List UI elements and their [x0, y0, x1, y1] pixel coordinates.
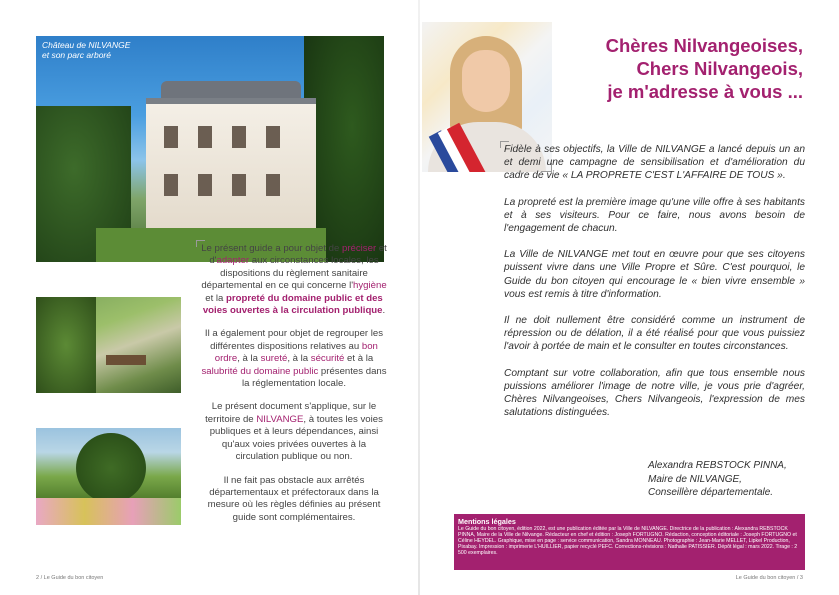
- intro-paragraph: [200, 401, 388, 463]
- intro-paragraph: [200, 328, 388, 390]
- right-page: [420, 0, 839, 595]
- intro-text-run: .: [382, 305, 386, 317]
- letter-paragraph: Il ne doit nullement être considéré comme un instrument de répression ou de délation, il a été réalisé pour que vous puissiez l'avoir à portée de main et le consulter en toutes circonstances.: [504, 315, 805, 353]
- right-footer: Le Guide du bon citoyen / 3: [735, 575, 803, 581]
- intro-text-run: Il a également pour objet de regrouper les différentes dispositions relatives au: [204, 328, 384, 352]
- signature-line: Maire de NILVANGE,: [648, 473, 742, 485]
- letter-body: [504, 143, 805, 432]
- chateau-photo: [36, 36, 384, 262]
- intro-text-run: , à toutes les voies publiques et à leurs dépendances, ainsi qu'aux voies privées ouvertes à la circulation publique ou non.: [209, 413, 383, 463]
- park-photo-2: [36, 428, 181, 525]
- intro-text-run: Il ne fait pas obstacle aux arrêtés départementaux et préfectoraux dans la mesure où les règles définies au présent guide sont complémentaires.: [207, 474, 381, 523]
- intro-text-run: Le présent document s'applique, sur le territoire de: [205, 401, 377, 425]
- intro-text-run: , à la: [287, 353, 311, 365]
- signature-line: Alexandra REBSTOCK PINNA,: [648, 460, 787, 471]
- highlight-text: sécurité: [310, 353, 345, 365]
- intro-paragraph: [200, 475, 388, 525]
- highlight-text: propreté du domaine public et des voies ouvertes à la circulation publique: [202, 292, 383, 317]
- corner-frame: [196, 240, 205, 247]
- left-footer: 2 / Le Guide du bon citoyen: [36, 575, 104, 581]
- signature-block: [648, 459, 787, 500]
- photo-caption-line2: et son parc arboré: [42, 50, 111, 60]
- highlight-text: hygiène: [353, 280, 387, 292]
- park-photo-1: [36, 297, 181, 393]
- photo-caption: [42, 40, 130, 60]
- highlight-text: préciser: [342, 243, 377, 254]
- letter-paragraph: Fidèle à ses objectifs, la Ville de NILVANGE a lancé depuis un an et demi une campagne de sensibilisation et d'amélioration du cadre de vie « LA PROPRETE C'EST L'AFFAIRE DE TOUS ».: [504, 144, 805, 182]
- highlight-text: adapter: [216, 255, 250, 267]
- highlight-text: bon ordre: [214, 340, 378, 365]
- intro-text-run: aux circonstances locales, les dispositions du règlement sanitaire départemental en ce qui concerne l': [201, 255, 379, 292]
- title-line: Chères Nilvangeoises,: [605, 35, 803, 56]
- signature-line: Conseillère départementale.: [648, 487, 774, 498]
- intro-paragraph: [200, 243, 388, 317]
- left-page: [0, 0, 419, 595]
- intro-text-run: , à la: [237, 353, 261, 365]
- legal-title: Mentions légales: [458, 517, 516, 526]
- legal-notice: [454, 514, 805, 570]
- photo-chateau-building: [146, 98, 316, 234]
- letter-paragraph: La propreté est la première image qu'une ville offre à ses habitants et à ses visiteurs. Pour ce faire, nous avons besoin de l'engagement de chacun.: [504, 196, 805, 235]
- intro-text-run: Le présent guide a pour objet de: [201, 243, 343, 254]
- letter-paragraph: La Ville de NILVANGE met tout en œuvre pour que ses citoyens puissent vivre dans une Ville Propre et Sûre. C'est pourquoi, le Guide du bon citoyen qui encourage le « bien vivre ensemble » vous est remis à titre d'information.: [504, 249, 805, 300]
- intro-text-run: présentes dans la réglementation locale.: [242, 365, 387, 390]
- corner-frame: [500, 141, 509, 148]
- photo-caption-line1: Château de NILVANGE: [42, 40, 131, 50]
- intro-text-run: et la: [205, 292, 227, 304]
- intro-text-run: et d': [209, 243, 387, 267]
- title-line: je m'adresse à vous ...: [607, 81, 803, 102]
- letter-title: [563, 34, 803, 103]
- title-line: Chers Nilvangeois,: [636, 58, 803, 79]
- intro-text: [196, 240, 388, 535]
- highlight-text: sureté: [260, 353, 288, 365]
- highlight-text: NILVANGE: [256, 413, 304, 425]
- legal-body: Le Guide du bon citoyen, édition 2022, est une publication éditée par la Ville de NILVANGE. Directrice de la publication : Alexandra REBSTOCK PINNA, Maire de la Ville de Nilvange. Rédacteur en chef et édition : Joseph FORTUGNO. Rédaction, conception éditoriale : Joseph FORTUGNO et Céline HEYDEL. Graphique, mise en page : service communication, Sandra MONNEAU. Photographie : Jean-Marie MELLET, Lipkel Production, Pixabay. Impression : imprimerie L'HUILLIER, papier recyclé PEFC. Corrections-révisions : Nathalie PATISSIER. Dépôt légal : mars 2022. Tirage : 2 500 exemplaires.: [458, 526, 798, 557]
- highlight-text: salubrité du domaine public: [201, 365, 319, 377]
- letter-paragraph: Comptant sur votre collaboration, afin que tous ensemble nous puissions améliorer l'image de notre ville, je vous prie d'agréer, Chères Nilvangeoises, Chers Nilvangeois, l'expression de mes salutations distinguées.: [504, 367, 805, 419]
- intro-text-run: et à la: [344, 353, 374, 365]
